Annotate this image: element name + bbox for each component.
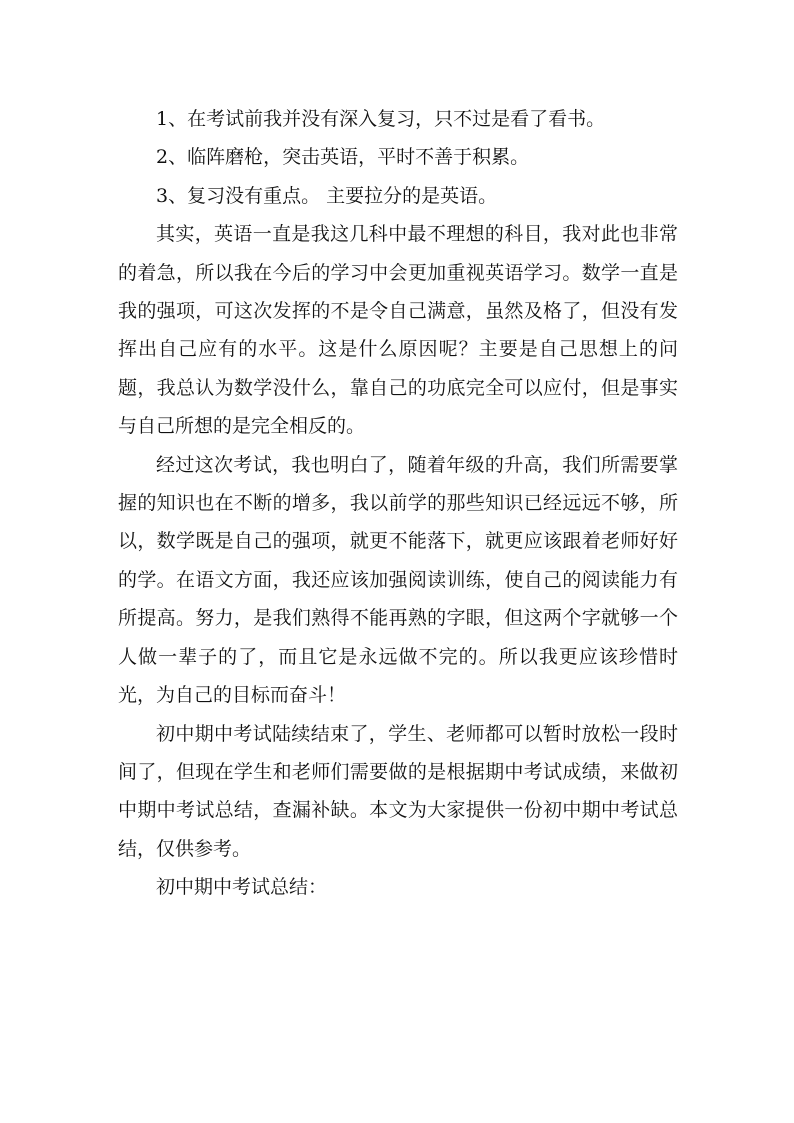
section-heading: 初中期中考试总结： xyxy=(156,876,328,899)
paragraph: 初中期中考试陆续结束了，学生、老师都可以暂时放松一段时间了，但现在学生和老师们需要做的是根据期中考试成绩，来做初中期中考试总结，查漏补缺。本文为大家提供一份初中期中考试总结，仅供参考。 xyxy=(118,722,678,860)
document-body xyxy=(118,100,678,907)
list-item: 3、复习没有重点。 主要拉分的是英语。 xyxy=(156,184,498,207)
list-item: 2、临阵磨枪，突击英语，平时不善于积累。 xyxy=(156,146,530,169)
paragraph: 其实，英语一直是我这几科中最不理想的科目，我对此也非常的着急，所以我在今后的学习中会更加重视英语学习。数学一直是我的强项，可这次发挥的不是令自己满意，虽然及格了，但没有发挥出自己应有的水平。这是什么原因呢？主要是自己思想上的问题，我总认为数学没什么，靠自己的功底完全可以应付，但是事实与自己所想的是完全相反的。 xyxy=(118,223,678,438)
paragraph: 经过这次考试，我也明白了，随着年级的升高，我们所需要掌握的知识也在不断的增多，我以前学的那些知识已经远远不够，所以，数学既是自己的强项，就更不能落下，就更应该跟着老师好好的学。在语文方面，我还应该加强阅读训练，使自己的阅读能力有所提高。努力，是我们熟得不能再熟的字眼，但这两个字就够一个人做一辈子的了，而且它是永远做不完的。所以我更应该珍惜时光，为自己的目标而奋斗！ xyxy=(118,453,678,707)
list-item: 1、在考试前我并没有深入复习，只不过是看了看书。 xyxy=(156,108,606,130)
